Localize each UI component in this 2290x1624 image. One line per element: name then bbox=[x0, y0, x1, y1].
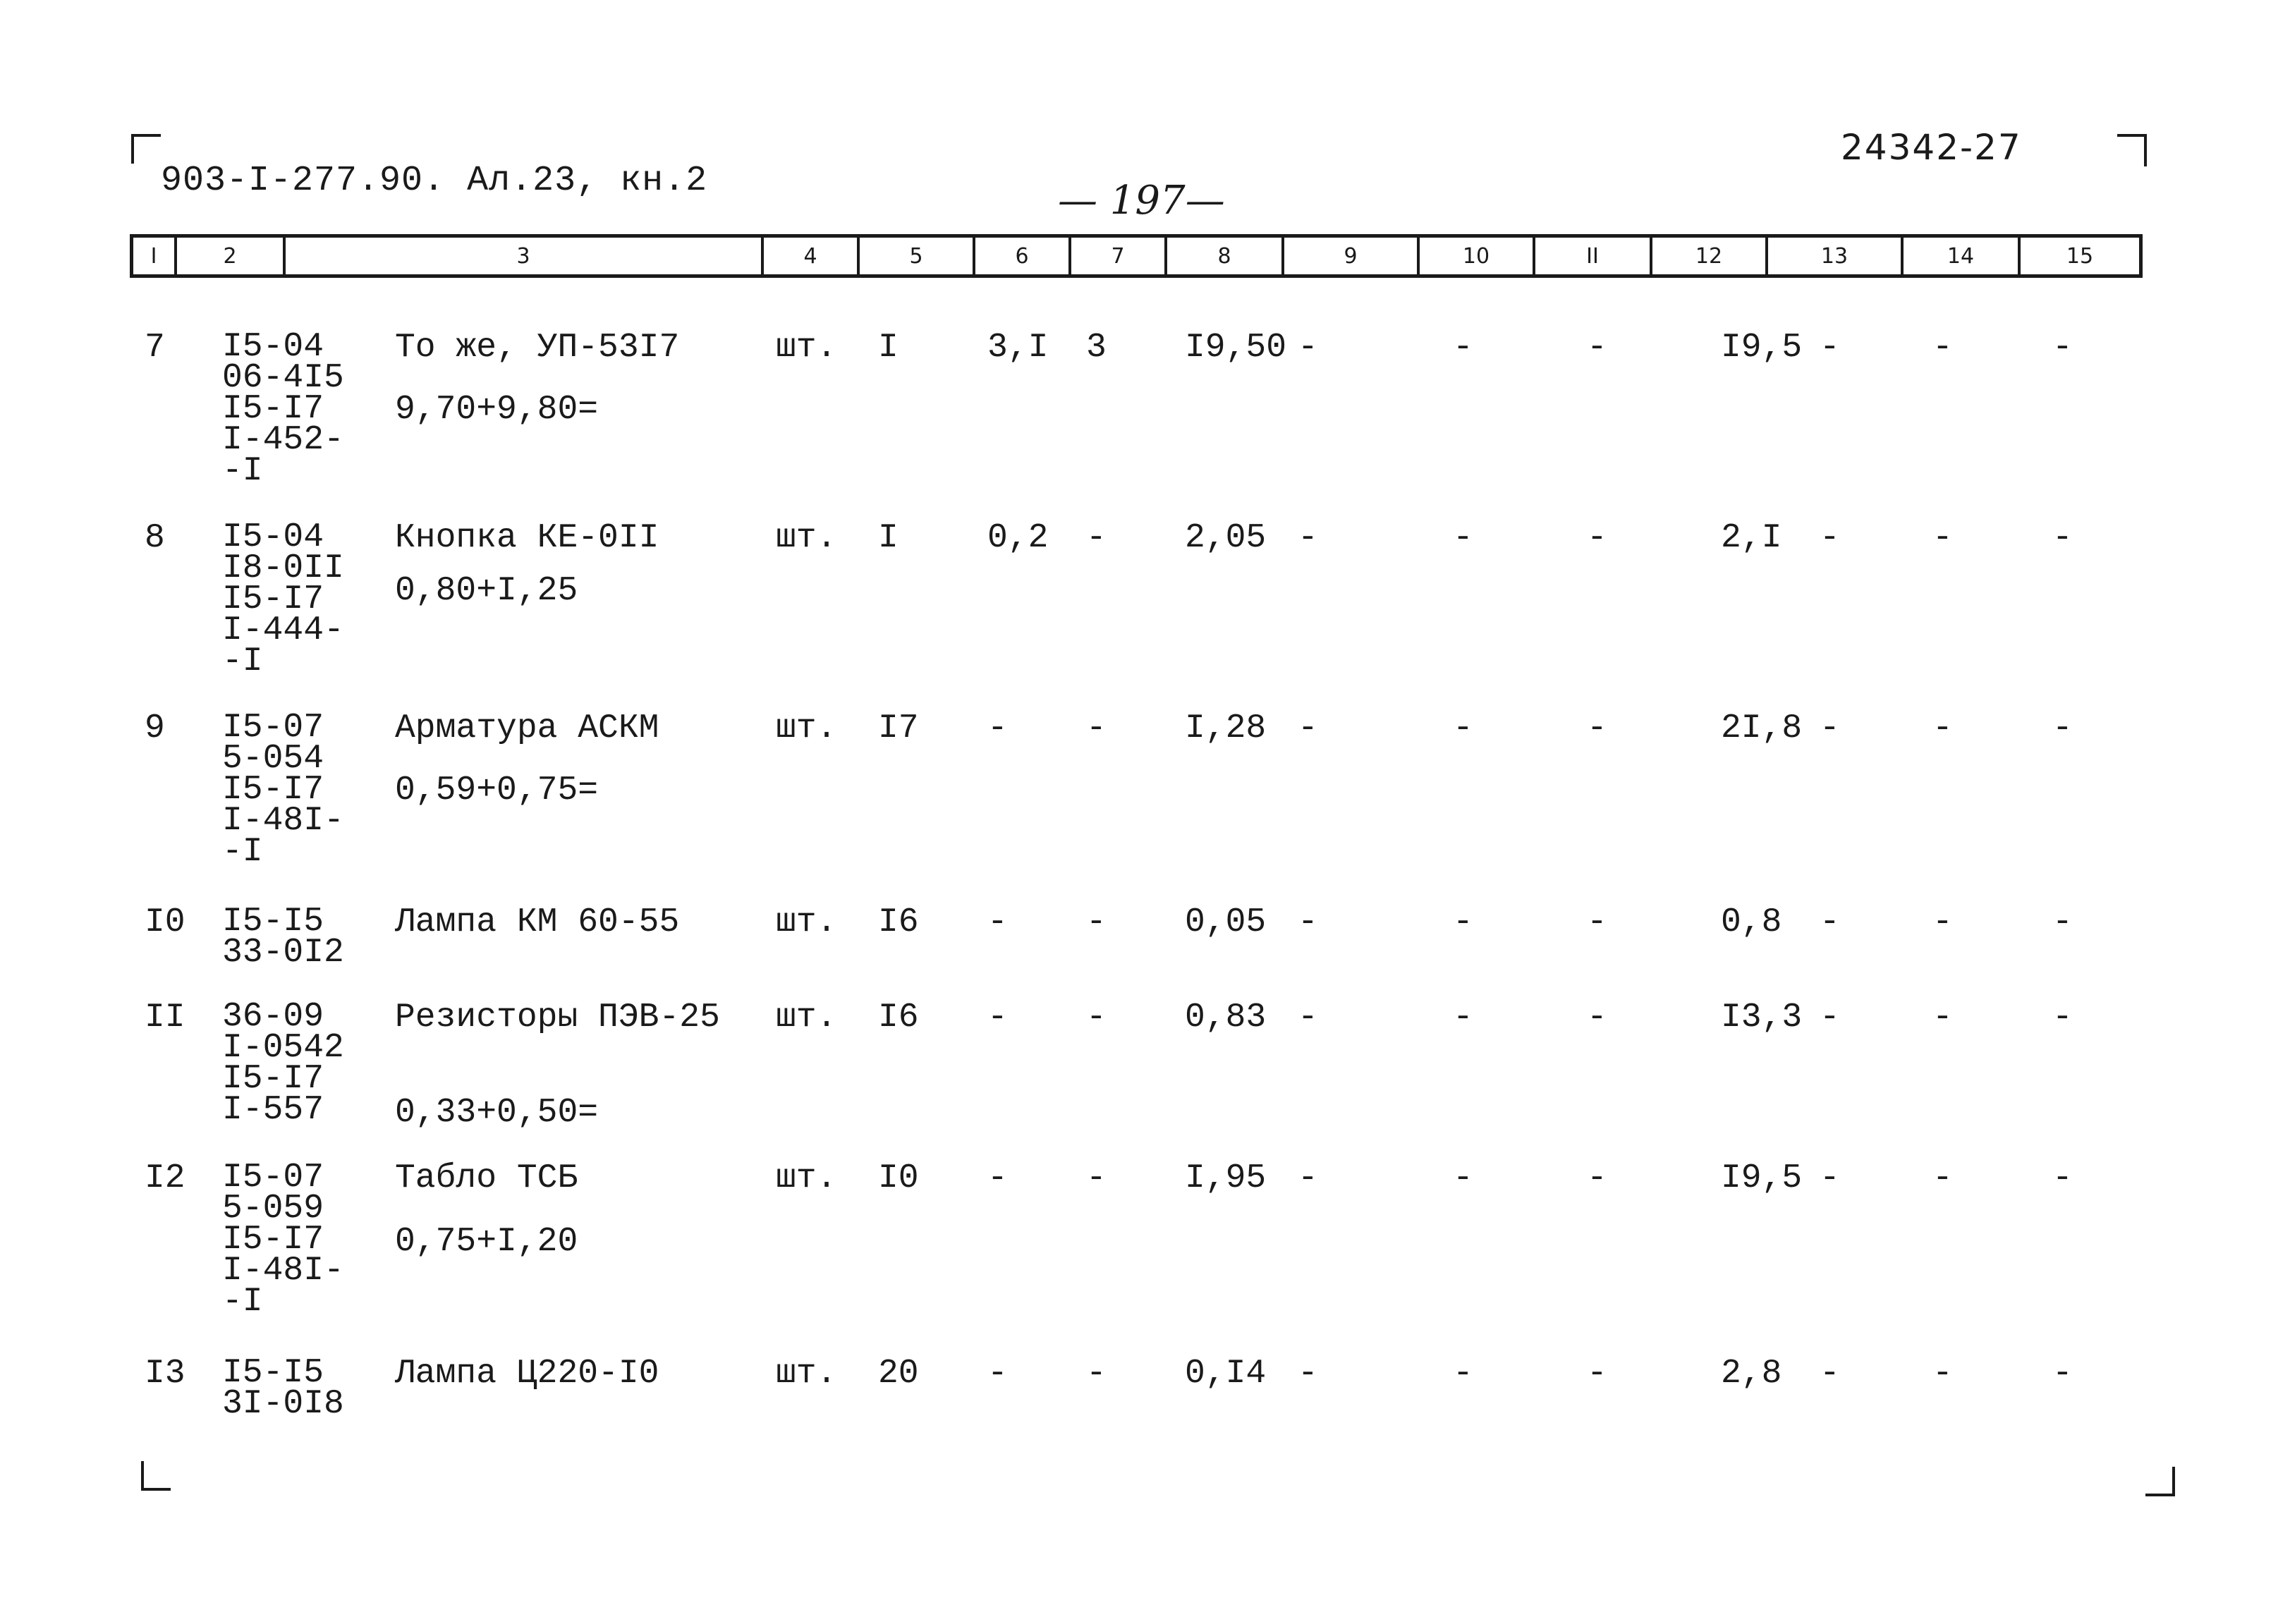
row-value-12: I3,3 bbox=[1721, 999, 1803, 1037]
column-header: 3 bbox=[286, 238, 764, 274]
row-unit: шт. bbox=[776, 1159, 837, 1197]
row-value-10: - bbox=[1453, 519, 1473, 557]
row-value-10: - bbox=[1453, 903, 1473, 941]
row-number: 9 bbox=[145, 709, 165, 747]
row-name: Резисторы ПЭВ-25 bbox=[395, 999, 720, 1037]
corner-mark-bottom-right bbox=[2145, 1467, 2175, 1496]
code-line: I5-I7 bbox=[222, 390, 324, 428]
row-number: I3 bbox=[145, 1355, 185, 1393]
row-formula: 9,70+9,80= bbox=[395, 391, 599, 429]
column-header: 5 bbox=[860, 238, 975, 274]
row-code bbox=[222, 518, 344, 680]
row-value-15: - bbox=[2052, 519, 2073, 557]
row-value-11: - bbox=[1587, 999, 1607, 1037]
row-value-9: - bbox=[1298, 709, 1318, 747]
row-formula: 0,80+I,25 bbox=[395, 572, 578, 610]
document-code: 903-I-277.90. Ал.23, кн.2 bbox=[161, 161, 708, 201]
row-value-14: - bbox=[1932, 1355, 1953, 1393]
row-value-11: - bbox=[1587, 329, 1607, 367]
column-header: 12 bbox=[1652, 238, 1768, 274]
code-line: I5-I7 bbox=[222, 580, 324, 618]
row-name: Кнопка КЕ-0II bbox=[395, 519, 659, 557]
row-value-9: - bbox=[1298, 903, 1318, 941]
code-line: -I bbox=[222, 452, 263, 490]
code-line: I-48I- bbox=[222, 802, 344, 840]
column-header: 9 bbox=[1284, 238, 1420, 274]
row-value-10: - bbox=[1453, 999, 1473, 1037]
row-name: Арматура АСКМ bbox=[395, 709, 659, 747]
row-value-12: 2I,8 bbox=[1721, 709, 1803, 747]
column-header: 6 bbox=[975, 238, 1071, 274]
row-value-7: 3 bbox=[1086, 329, 1107, 367]
row-value-14: - bbox=[1932, 709, 1953, 747]
row-value-12: I9,5 bbox=[1721, 329, 1803, 367]
row-value-6: - bbox=[987, 999, 1008, 1037]
code-line: 06-4I5 bbox=[222, 359, 344, 397]
row-name: То же, УП-53I7 bbox=[395, 329, 680, 367]
corner-mark-bottom-left bbox=[141, 1461, 171, 1491]
row-value-13: - bbox=[1820, 709, 1840, 747]
row-code bbox=[222, 328, 344, 490]
column-header: 2 bbox=[177, 238, 286, 274]
row-value-8: I9,50 bbox=[1185, 329, 1287, 367]
row-value-14: - bbox=[1932, 1159, 1953, 1197]
row-value-9: - bbox=[1298, 519, 1318, 557]
code-line: I5-04 bbox=[222, 328, 324, 366]
code-line: I5-04 bbox=[222, 518, 324, 556]
row-unit: шт. bbox=[776, 519, 837, 557]
column-header: I bbox=[133, 238, 177, 274]
code-line: 33-0I2 bbox=[222, 934, 344, 972]
row-value-14: - bbox=[1932, 519, 1953, 557]
column-header: II bbox=[1535, 238, 1652, 274]
code-line: I5-07 bbox=[222, 1159, 324, 1197]
row-formula: 0,33+0,50= bbox=[395, 1094, 599, 1132]
row-value-6: 0,2 bbox=[987, 519, 1049, 557]
row-name: Лампа КМ 60-55 bbox=[395, 903, 680, 941]
column-header-row bbox=[130, 234, 2143, 278]
sheet-number: 24342-27 bbox=[1841, 127, 2022, 168]
row-value-14: - bbox=[1932, 903, 1953, 941]
row-code bbox=[222, 1159, 344, 1321]
code-line: I-452- bbox=[222, 421, 344, 459]
row-number: I0 bbox=[145, 903, 185, 941]
row-quantity: I6 bbox=[878, 903, 919, 941]
code-line: I8-0II bbox=[222, 549, 344, 587]
row-value-10: - bbox=[1453, 709, 1473, 747]
row-quantity: 20 bbox=[878, 1355, 919, 1393]
row-value-6: - bbox=[987, 1355, 1008, 1393]
row-value-11: - bbox=[1587, 519, 1607, 557]
row-value-6: 3,I bbox=[987, 329, 1049, 367]
row-value-13: - bbox=[1820, 519, 1840, 557]
row-value-6: - bbox=[987, 903, 1008, 941]
row-value-8: 2,05 bbox=[1185, 519, 1267, 557]
column-header: 14 bbox=[1904, 238, 2021, 274]
code-line: 5-059 bbox=[222, 1190, 324, 1228]
row-number: 7 bbox=[145, 329, 165, 367]
row-value-7: - bbox=[1086, 999, 1107, 1037]
row-value-7: - bbox=[1086, 1355, 1107, 1393]
code-line: I5-07 bbox=[222, 709, 324, 747]
row-number: II bbox=[145, 999, 185, 1037]
row-value-8: I,95 bbox=[1185, 1159, 1267, 1197]
row-unit: шт. bbox=[776, 709, 837, 747]
row-value-15: - bbox=[2052, 903, 2073, 941]
row-value-12: I9,5 bbox=[1721, 1159, 1803, 1197]
row-value-7: - bbox=[1086, 1159, 1107, 1197]
code-line: -I bbox=[222, 1283, 263, 1321]
row-value-10: - bbox=[1453, 1159, 1473, 1197]
row-formula: 0,75+I,20 bbox=[395, 1223, 578, 1261]
code-line: -I bbox=[222, 642, 263, 680]
row-value-13: - bbox=[1820, 903, 1840, 941]
row-value-14: - bbox=[1932, 999, 1953, 1037]
row-value-13: - bbox=[1820, 1159, 1840, 1197]
row-value-10: - bbox=[1453, 329, 1473, 367]
code-line: 3I-0I8 bbox=[222, 1385, 344, 1423]
row-value-11: - bbox=[1587, 1159, 1607, 1197]
code-line: I-557 bbox=[222, 1091, 324, 1129]
column-header: 10 bbox=[1420, 238, 1535, 274]
row-value-13: - bbox=[1820, 329, 1840, 367]
page-number: — 197— bbox=[1058, 178, 1225, 224]
row-unit: шт. bbox=[776, 903, 837, 941]
row-unit: шт. bbox=[776, 1355, 837, 1393]
row-code bbox=[222, 903, 344, 972]
row-value-15: - bbox=[2052, 1159, 2073, 1197]
row-value-15: - bbox=[2052, 329, 2073, 367]
row-value-9: - bbox=[1298, 999, 1318, 1037]
row-value-11: - bbox=[1587, 1355, 1607, 1393]
row-value-12: 2,8 bbox=[1721, 1355, 1782, 1393]
row-value-7: - bbox=[1086, 519, 1107, 557]
row-value-7: - bbox=[1086, 709, 1107, 747]
row-value-13: - bbox=[1820, 1355, 1840, 1393]
row-number: 8 bbox=[145, 519, 165, 557]
row-value-6: - bbox=[987, 709, 1008, 747]
row-value-11: - bbox=[1587, 709, 1607, 747]
row-value-15: - bbox=[2052, 709, 2073, 747]
row-value-14: - bbox=[1932, 329, 1953, 367]
row-value-15: - bbox=[2052, 999, 2073, 1037]
code-line: I-48I- bbox=[222, 1252, 344, 1290]
row-name: Лампа Ц220-I0 bbox=[395, 1355, 659, 1393]
row-value-9: - bbox=[1298, 329, 1318, 367]
code-line: I5-I7 bbox=[222, 771, 324, 809]
code-line: I5-I5 bbox=[222, 903, 324, 941]
code-line: I5-I7 bbox=[222, 1221, 324, 1259]
row-value-6: - bbox=[987, 1159, 1008, 1197]
row-name: Табло ТСБ bbox=[395, 1159, 578, 1197]
row-value-15: - bbox=[2052, 1355, 2073, 1393]
row-value-8: 0,05 bbox=[1185, 903, 1267, 941]
code-line: 36-09 bbox=[222, 998, 324, 1036]
row-value-8: I,28 bbox=[1185, 709, 1267, 747]
column-header: 8 bbox=[1167, 238, 1284, 274]
row-value-9: - bbox=[1298, 1159, 1318, 1197]
corner-mark-top-right bbox=[2117, 134, 2147, 166]
column-header: 7 bbox=[1071, 238, 1167, 274]
code-line: 5-054 bbox=[222, 740, 324, 778]
column-header: 13 bbox=[1768, 238, 1904, 274]
row-value-8: 0,I4 bbox=[1185, 1355, 1267, 1393]
row-quantity: I6 bbox=[878, 999, 919, 1037]
row-code bbox=[222, 709, 344, 871]
row-value-7: - bbox=[1086, 903, 1107, 941]
code-line: I5-I5 bbox=[222, 1354, 324, 1392]
row-value-13: - bbox=[1820, 999, 1840, 1037]
row-unit: шт. bbox=[776, 329, 837, 367]
row-value-10: - bbox=[1453, 1355, 1473, 1393]
row-value-11: - bbox=[1587, 903, 1607, 941]
column-header: 4 bbox=[764, 238, 860, 274]
row-code bbox=[222, 998, 344, 1129]
row-value-12: 2,I bbox=[1721, 519, 1782, 557]
code-line: I5-I7 bbox=[222, 1060, 324, 1098]
code-line: -I bbox=[222, 833, 263, 871]
row-quantity: I bbox=[878, 329, 899, 367]
row-quantity: I7 bbox=[878, 709, 919, 747]
row-value-9: - bbox=[1298, 1355, 1318, 1393]
row-formula: 0,59+0,75= bbox=[395, 771, 599, 810]
corner-mark-top-left bbox=[131, 134, 161, 164]
code-line: I-0542 bbox=[222, 1029, 344, 1067]
row-code bbox=[222, 1354, 344, 1423]
column-header: 15 bbox=[2066, 243, 2094, 269]
row-quantity: I bbox=[878, 519, 899, 557]
row-unit: шт. bbox=[776, 999, 837, 1037]
row-value-8: 0,83 bbox=[1185, 999, 1267, 1037]
row-number: I2 bbox=[145, 1159, 185, 1197]
row-value-12: 0,8 bbox=[1721, 903, 1782, 941]
code-line: I-444- bbox=[222, 611, 344, 649]
row-quantity: I0 bbox=[878, 1159, 919, 1197]
